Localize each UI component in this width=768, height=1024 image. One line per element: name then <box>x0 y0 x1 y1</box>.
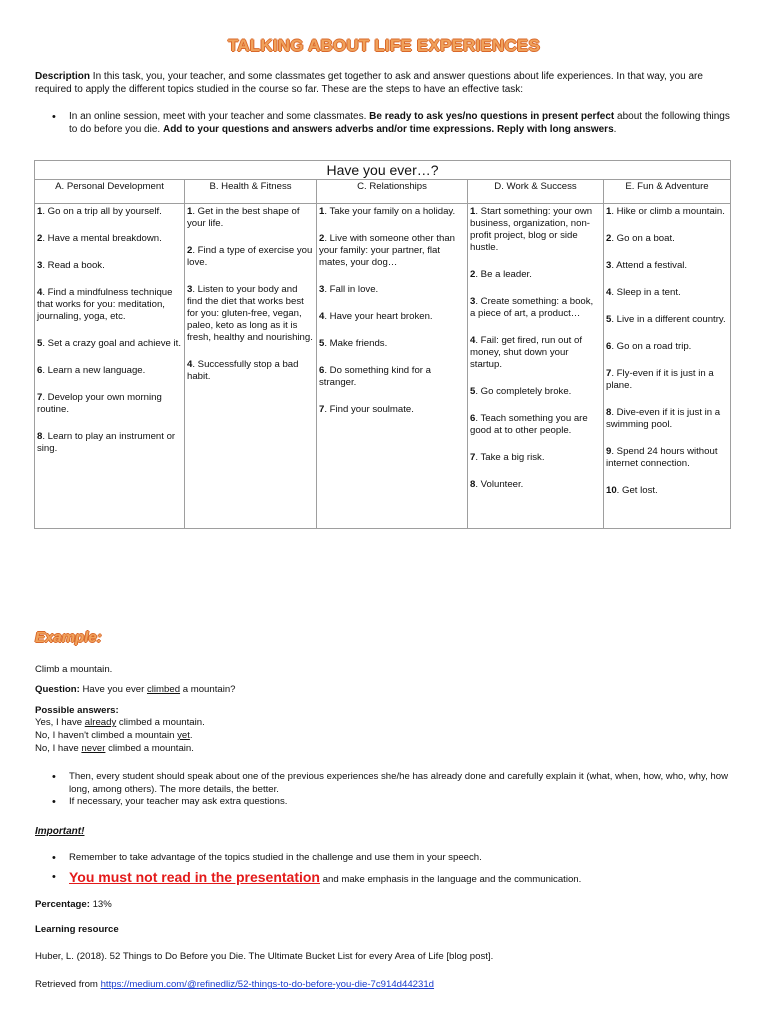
learning-resource-heading: Learning resource <box>35 924 119 935</box>
item-number: 8 <box>37 431 43 442</box>
answers-label <box>35 705 119 718</box>
item-text: . Go on a trip all by yourself. <box>42 206 162 217</box>
activity-item <box>319 338 465 350</box>
item-number: 1 <box>37 206 43 217</box>
column-header: C. Relationships <box>317 180 468 204</box>
item-number: 3 <box>37 260 43 271</box>
item-text: . Listen to your body and find the diet that works best for you: gluten-free, vegan, paleo, keto as long as it is fresh, healthy and nourishing. <box>187 284 313 343</box>
reference-citation: Huber, L. (2018). 52 Things to Do Before you Die. The Ultimate Bucket List for every Area of Life [blog post]. <box>35 951 494 962</box>
item-number: 4 <box>470 335 476 346</box>
important-list <box>35 852 735 886</box>
column-items <box>35 204 185 529</box>
activity-item <box>606 446 728 470</box>
item-text: . Go completely broke. <box>475 386 572 397</box>
reference-link[interactable]: https://medium.com/@refinedliz/52-things-to-do-before-you-die-7c914d44231d <box>100 979 435 990</box>
instruction-item: • If necessary, your teacher may ask extra questions. <box>35 796 735 809</box>
item-text: . Go on a boat. <box>611 233 675 244</box>
answer-underlined: yet <box>177 730 190 741</box>
item-text: . Hike or climb a mountain. <box>611 206 725 217</box>
question-underlined: climbed <box>146 684 181 695</box>
item-number: 2 <box>319 233 325 244</box>
activity-item <box>319 365 465 389</box>
item-number: 2 <box>37 233 43 244</box>
activity-item <box>319 206 465 218</box>
item-number: 1 <box>606 206 612 217</box>
item-text: . Live with someone other than your family: your partner, flat mates, your dog… <box>319 233 456 268</box>
item-text: . Successfully stop a bad habit. <box>187 359 299 382</box>
item-number: 4 <box>37 287 43 298</box>
example-heading: Example: <box>35 629 102 646</box>
retrieved-text: Retrieved from <box>35 979 101 990</box>
item-text: . Find your soulmate. <box>324 404 414 415</box>
item-text: . Learn to play an instrument or sing. <box>37 431 176 454</box>
activity-item <box>319 404 465 416</box>
answer-text: No, I haven't climbed a mountain <box>35 730 178 741</box>
item-text: . Fail: get fired, run out of money, shut down your startup. <box>470 335 582 370</box>
answer-underlined: already <box>84 717 117 728</box>
column-header: E. Fun & Adventure <box>604 180 731 204</box>
item-number: 2 <box>187 245 193 256</box>
warning-text: You must not read in the presentation <box>69 868 320 885</box>
question-text: a mountain? <box>180 684 236 695</box>
item-text: . Fly-even if it is just in a plane. <box>606 368 714 391</box>
activity-item <box>470 269 601 281</box>
activity-item <box>187 245 314 269</box>
item-text: . Volunteer. <box>475 479 524 490</box>
item-text: . Fall in love. <box>324 284 379 295</box>
activity-item <box>187 359 314 383</box>
item-text: . Teach something you are good at to other people. <box>470 413 588 436</box>
item-text: . Live in a different country. <box>611 314 726 325</box>
answers-label-text: Possible answers: <box>35 705 119 716</box>
item-number: 4 <box>319 311 325 322</box>
item-number: 5 <box>606 314 612 325</box>
answer-line <box>35 717 205 730</box>
important-item <box>35 868 735 887</box>
item-text: . Have your heart broken. <box>324 311 433 322</box>
step-bold-text: Add to your questions and answers adverbs and/or time expressions. Reply with long answers <box>162 123 614 135</box>
column-items <box>604 204 731 529</box>
item-number: 1 <box>470 206 476 217</box>
item-text: . Learn a new language. <box>42 365 146 376</box>
percentage-label: Percentage: <box>35 899 90 910</box>
activity-item <box>606 407 728 431</box>
activity-item <box>319 233 465 269</box>
item-number: 7 <box>319 404 325 415</box>
item-number: 5 <box>319 338 325 349</box>
description-text: In this task, you, your teacher, and some classmates get together to ask and answer questions about life experiences. In that way, you are required to apply the different topics studied in the course so far. These are the steps to have an effective task: <box>35 71 703 95</box>
item-number: 5 <box>37 338 43 349</box>
item-text: . Sleep in a tent. <box>611 287 681 298</box>
column-header: A. Personal Development <box>35 180 185 204</box>
item-number: 10 <box>606 485 617 496</box>
activity-item <box>37 206 182 218</box>
activity-item <box>606 314 728 326</box>
item-number: 1 <box>187 206 193 217</box>
answer-text: climbed a mountain. <box>116 717 205 728</box>
item-number: 9 <box>606 446 612 457</box>
step-list <box>35 111 730 136</box>
answer-text: . <box>189 730 193 741</box>
item-text: . Get in the best shape of your life. <box>187 206 300 229</box>
activity-item <box>187 206 314 230</box>
column-items <box>468 204 604 529</box>
item-number: 2 <box>606 233 612 244</box>
activity-item <box>606 341 728 353</box>
activity-item <box>470 296 601 320</box>
activity-item <box>470 206 601 254</box>
activity-item <box>37 338 182 350</box>
activity-item <box>37 392 182 416</box>
activity-item <box>37 287 182 323</box>
item-number: 5 <box>470 386 476 397</box>
step-bold-text: Be ready to ask yes/no questions in present perfect <box>369 111 615 122</box>
question-label: Question: <box>35 684 80 695</box>
item-text: . Do something kind for a stranger. <box>319 365 431 388</box>
instruction-item: • Then, every student should speak about one of the previous experiences she/he has already done and carefully explain it (what, when, how, who, why, how long, among others). The more details, the better. <box>35 771 735 796</box>
important-item: • Remember to take advantage of the topics studied in the challenge and use them in your speech. <box>35 852 735 865</box>
activity-item <box>470 413 601 437</box>
activity-item <box>187 284 314 344</box>
question-text: Have you ever <box>79 684 147 695</box>
activity-item <box>470 386 601 398</box>
item-number: 3 <box>606 260 612 271</box>
activity-item <box>37 260 182 272</box>
percentage-value: 13% <box>89 899 112 910</box>
item-text: . Take your family on a holiday. <box>324 206 456 217</box>
item-text: . Start something: your own business, organization, non-profit project, blog or side hustle. <box>470 206 593 253</box>
item-number: 7 <box>606 368 612 379</box>
activity-item <box>470 479 601 491</box>
item-text: . Attend a festival. <box>611 260 688 271</box>
activity-item <box>319 311 465 323</box>
item-number: 4 <box>606 287 612 298</box>
answer-underlined: never <box>81 743 106 754</box>
description-label: Description <box>35 71 91 82</box>
item-text: . Make friends. <box>324 338 388 349</box>
activity-item <box>470 335 601 371</box>
item-number: 6 <box>470 413 476 424</box>
activity-item <box>470 452 601 464</box>
important-heading: Important! <box>35 826 85 837</box>
activity-item <box>606 233 728 245</box>
item-number: 3 <box>319 284 325 295</box>
item-number: 3 <box>470 296 476 307</box>
item-number: 2 <box>470 269 476 280</box>
item-text: . Set a crazy goal and achieve it. <box>42 338 181 349</box>
percentage-line <box>35 899 112 912</box>
item-text: . Take a big risk. <box>475 452 545 463</box>
activity-item <box>606 485 728 497</box>
item-number: 8 <box>470 479 476 490</box>
step-text: In an online session, meet with your teacher and some classmates. <box>69 111 370 122</box>
table-heading: Have you ever…? <box>35 161 731 180</box>
item-text: . Create something: a book, a piece of art, a product… <box>470 296 594 319</box>
item-text: . Go on a road trip. <box>611 341 692 352</box>
activity-item <box>319 284 465 296</box>
item-number: 6 <box>37 365 43 376</box>
activity-item <box>606 368 728 392</box>
answer-text: No, I have <box>35 743 82 754</box>
answer-line <box>35 730 193 743</box>
item-text: . Have a mental breakdown. <box>42 233 162 244</box>
answer-line <box>35 743 194 756</box>
example-item: Climb a mountain. <box>35 664 113 675</box>
important-text: and make emphasis in the language and the communication. <box>319 873 582 885</box>
activity-item <box>606 260 728 272</box>
table-header-row <box>35 180 731 204</box>
item-number: 3 <box>187 284 193 295</box>
retrieved-line <box>35 979 434 992</box>
item-number: 7 <box>37 392 43 403</box>
column-header: B. Health & Fitness <box>185 180 317 204</box>
item-text: . Find a type of exercise you love. <box>187 245 313 268</box>
column-items <box>185 204 317 529</box>
item-text: . Read a book. <box>42 260 105 271</box>
activity-item <box>37 431 182 455</box>
item-number: 6 <box>606 341 612 352</box>
example-question <box>35 684 236 697</box>
answer-text: Yes, I have <box>35 717 85 728</box>
item-number: 1 <box>319 206 325 217</box>
column-items <box>317 204 468 529</box>
step-text: about the following things to do before you die. <box>69 111 730 135</box>
item-text: . Spend 24 hours without internet connection. <box>606 446 718 469</box>
activity-item <box>606 287 728 299</box>
table-items-row <box>35 204 731 529</box>
item-text: . Develop your own morning routine. <box>37 392 162 415</box>
instructions-list <box>35 771 735 809</box>
item-text: . Get lost. <box>616 485 658 496</box>
description-paragraph <box>35 71 730 96</box>
item-number: 6 <box>319 365 325 376</box>
item-text: . Find a mindfulness technique that works for you: meditation, journaling, yoga, etc. <box>37 287 173 322</box>
item-number: 7 <box>470 452 476 463</box>
activity-item <box>37 233 182 245</box>
item-text: . Dive-even if it is just in a swimming pool. <box>606 407 721 430</box>
step-item <box>35 111 730 136</box>
activities-table <box>34 160 731 529</box>
activity-item <box>37 365 182 377</box>
item-number: 8 <box>606 407 612 418</box>
column-header: D. Work & Success <box>468 180 604 204</box>
item-text: . Be a leader. <box>475 269 532 280</box>
document-title: TALKING ABOUT LIFE EXPERIENCES <box>227 36 541 55</box>
step-text: . <box>613 123 617 135</box>
activity-item <box>606 206 728 218</box>
item-number: 4 <box>187 359 193 370</box>
answer-text: climbed a mountain. <box>105 743 194 754</box>
